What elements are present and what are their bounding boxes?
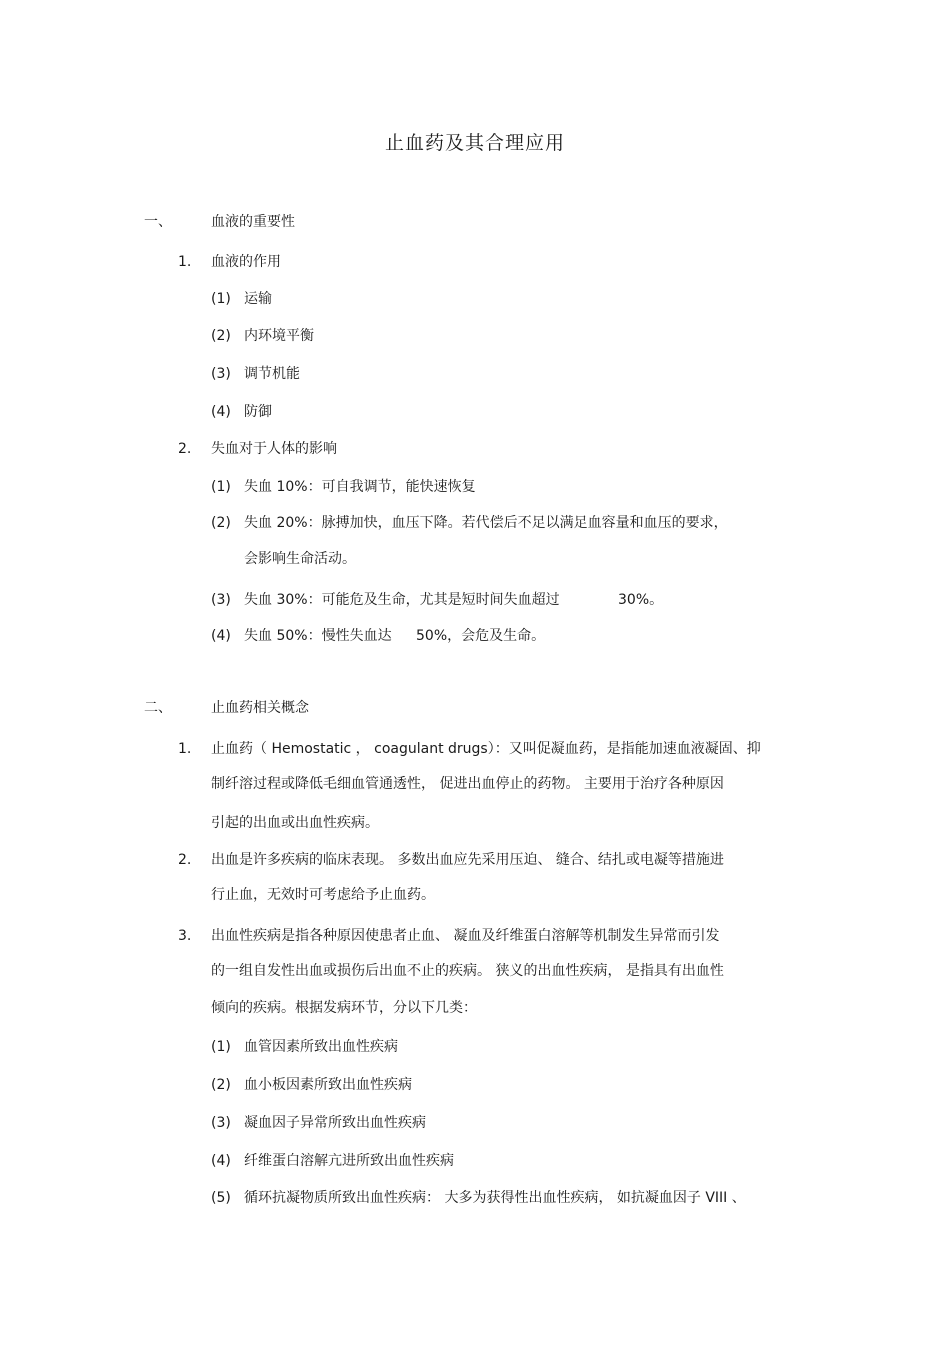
item-marker: 1. [178,254,192,270]
subitem-marker: (4) [211,404,231,420]
subitem-marker: (3) [211,366,231,382]
subitem-text: 纤维蛋白溶解亢进所致出血性疾病 [244,1153,454,1169]
subitem-text: 血管因素所致出血性疾病 [244,1039,398,1055]
item-text-continued: 倾向的疾病。根据发病环节，分以下几类： [211,1000,477,1016]
subitem-text-tail: 50%，会危及生命。 [416,628,546,644]
section-marker: 二、 [144,700,172,716]
item-marker: 2. [178,852,192,868]
section-title: 血液的重要性 [211,214,295,230]
subitem-text-tail: 30%。 [618,592,664,608]
item-text-continued: 行止血，无效时可考虑给予止血药。 [211,887,435,903]
subitem-marker: (3) [211,1115,231,1131]
subitem-marker: (5) [211,1190,231,1206]
subitem-marker: (1) [211,479,231,495]
subitem-marker: (4) [211,1153,231,1169]
subitem-text: 循环抗凝物质所致出血性疾病： 大多为获得性出血性疾病， 如抗凝血因子 VIII 、 [244,1190,746,1206]
subitem-marker: (2) [211,515,231,531]
subitem-marker: (4) [211,628,231,644]
item-text: 出血是许多疾病的临床表现。 多数出血应先采用压迫、 缝合、结扎或电凝等措施进 [211,852,724,868]
item-marker: 1. [178,741,192,757]
item-text: 止血药（ Hemostatic ， coagulant drugs）：又叫促凝血药，是指能加速血液凝固、抑 [211,741,761,757]
subitem-text-continued: 会影响生命活动。 [244,551,356,567]
subitem-text: 失血 50%：慢性失血达 [244,628,392,644]
subitem-marker: (3) [211,592,231,608]
item-text: 失血对于人体的影响 [211,441,337,457]
document-title: 止血药及其合理应用 [384,132,565,154]
subitem-text: 血小板因素所致出血性疾病 [244,1077,412,1093]
item-text: 血液的作用 [211,254,281,270]
subitem-text: 失血 30%：可能危及生命，尤其是短时间失血超过 [244,592,560,608]
subitem-text: 凝血因子异常所致出血性疾病 [244,1115,426,1131]
subitem-marker: (2) [211,328,231,344]
subitem-text: 失血 20%：脉搏加快，血压下降。若代偿后不足以满足血容量和血压的要求， [244,515,728,531]
item-marker: 2. [178,441,192,457]
section-title: 止血药相关概念 [211,700,309,716]
item-text-continued: 制纤溶过程或降低毛细血管通透性， 促进出血停止的药物。 主要用于治疗各种原因 [211,776,724,792]
subitem-text: 调节机能 [244,366,300,382]
item-text: 出血性疾病是指各种原因使患者止血、 凝血及纤维蛋白溶解等机制发生异常而引发 [211,928,720,944]
subitem-text: 防御 [244,404,272,420]
subitem-marker: (1) [211,291,231,307]
subitem-text: 运输 [244,291,272,307]
subitem-marker: (1) [211,1039,231,1055]
section-marker: 一、 [144,214,172,230]
subitem-marker: (2) [211,1077,231,1093]
item-text-continued: 引起的出血或出血性疾病。 [211,815,379,831]
item-text-continued: 的一组自发性出血或损伤后出血不止的疾病。 狭义的出血性疾病， 是指具有出血性 [211,963,724,979]
item-marker: 3. [178,928,192,944]
subitem-text: 失血 10%：可自我调节，能快速恢复 [244,479,476,495]
subitem-text: 内环境平衡 [244,328,314,344]
